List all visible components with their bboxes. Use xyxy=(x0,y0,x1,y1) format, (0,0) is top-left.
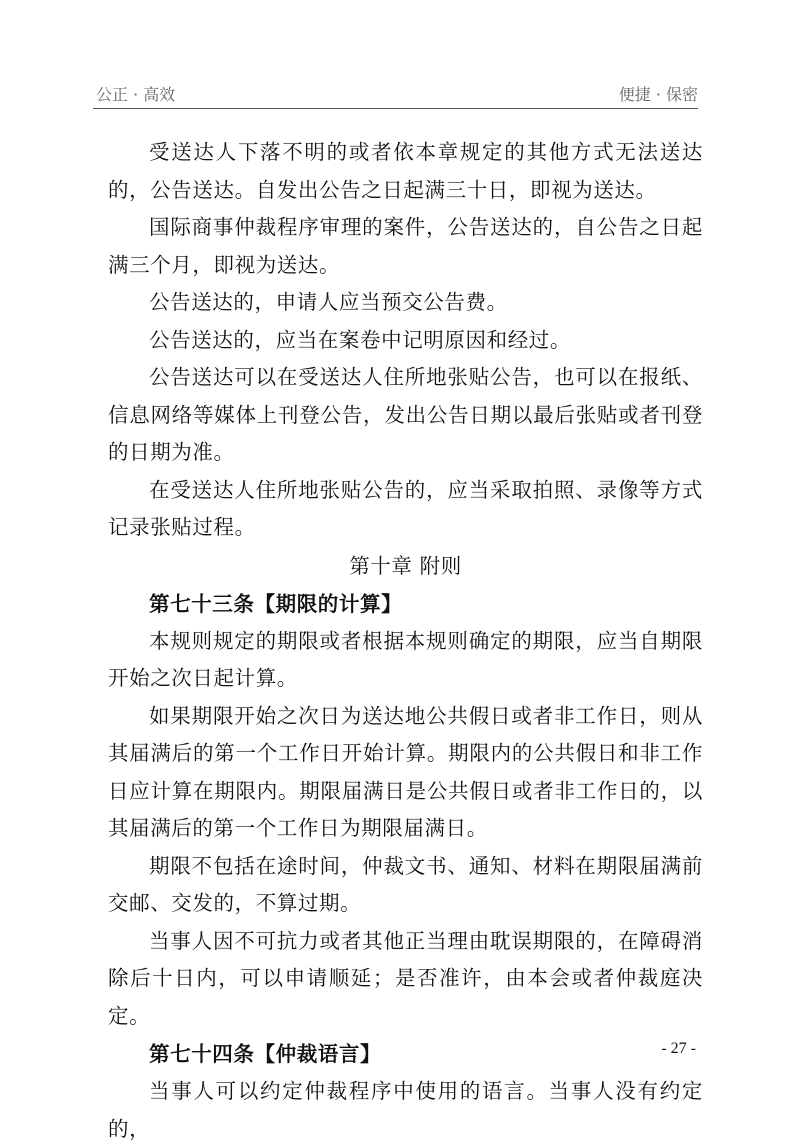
paragraph: 公告送达的，申请人应当预交公告费。 xyxy=(149,290,508,314)
paragraph: 期限不包括在途时间，仲裁文书、通知、材料在期限届满前交邮、交发的，不算过期。 xyxy=(108,853,703,915)
header-right-text: 便捷 · 保密 xyxy=(618,85,698,104)
paragraph: 受送达人下落不明的或者依本章规定的其他方式无法送达的，公告送达。自发出公告之日起满三十日，即视为送达。 xyxy=(108,140,703,202)
paragraph: 公告送达可以在受送达人住所地张贴公告，也可以在报纸、信息网络等媒体上刊登公告，发出公告日期以最后张贴或者刊登的日期为准。 xyxy=(108,365,703,464)
chapter-heading: 第十章 附则 xyxy=(349,553,462,578)
page-number: - 27 - xyxy=(661,1040,696,1057)
paragraph: 国际商事仲裁程序审理的案件，公告送达的，自公告之日起满三个月，即视为送达。 xyxy=(108,215,703,277)
paragraph: 当事人因不可抗力或者其他正当理由耽误期限的，在障碍消除后十日内，可以申请顺延；是否准许，由本会或者仲裁庭决定。 xyxy=(108,928,703,1028)
paragraph: 如果期限开始之次日为送达地公共假日或者非工作日，则从其届满后的第一个工作日开始计算。期限内的公共假日和非工作日应计算在期限内。期限届满日是公共假日或者非工作日的，以其届满后的第一个工作日为期限届满日。 xyxy=(108,703,703,840)
page-header xyxy=(93,78,698,109)
document-body xyxy=(108,134,703,1148)
paragraph: 在受送达人住所地张贴公告的，应当采取拍照、录像等方式记录张贴过程。 xyxy=(108,477,703,539)
paragraph: 公告送达的，应当在案卷中记明原因和经过。 xyxy=(149,327,571,352)
header-left-text: 公正 · 高效 xyxy=(96,85,176,104)
paragraph: 当事人可以约定仲裁程序中使用的语言。当事人没有约定的， xyxy=(108,1079,703,1141)
paragraph: 本规则规定的期限或者根据本规则确定的期限，应当自期限开始之次日起计算。 xyxy=(108,628,703,690)
article-heading: 第七十三条【期限的计算】 xyxy=(149,591,403,616)
article-heading: 第七十四条【仲裁语言】 xyxy=(149,1042,382,1066)
